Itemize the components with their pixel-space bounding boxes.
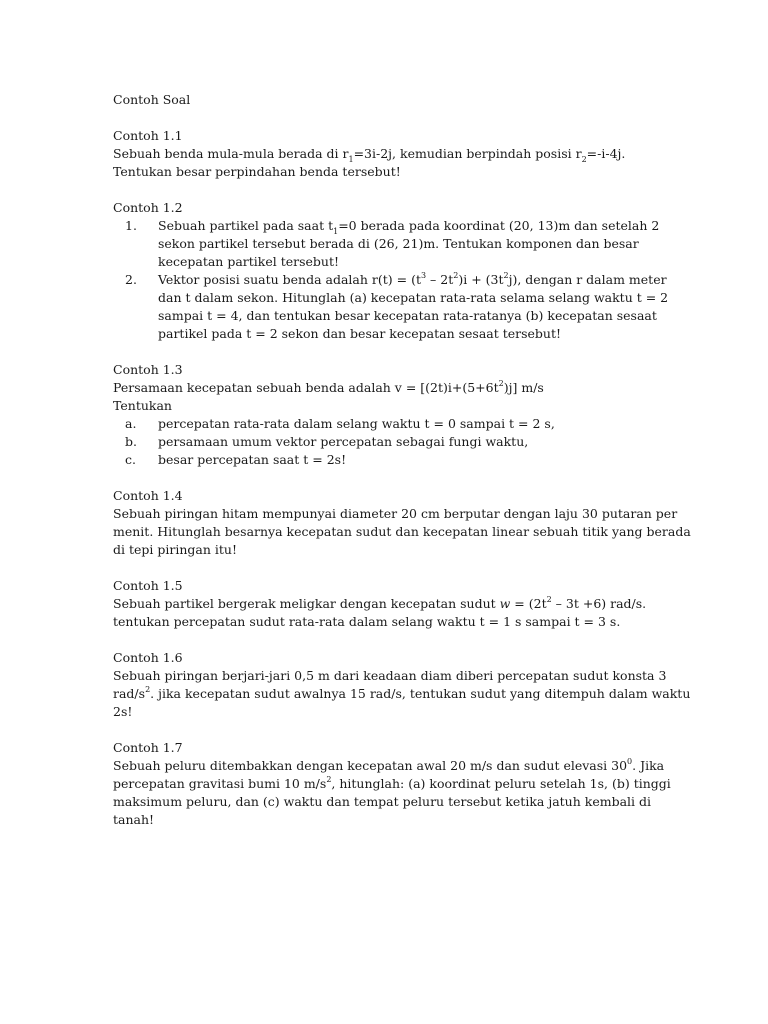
list-item-line: Vektor posisi suatu benda adalah $r(t) = (t^3 - 2t^2)i + (3t^2j)$, dengan r dalam meter <box>158 270 667 287</box>
example-text-line: Persamaan kecepatan sebuah benda adalah $v = [(2t)i+(5+6t^2)j]$ m/s <box>113 378 544 395</box>
example-text-line: Tentukan besar perpindahan benda tersebut! <box>113 164 401 179</box>
example-heading: Contoh 1.3 <box>113 362 183 377</box>
example-1-5 <box>113 577 673 631</box>
list-item-line: persamaan umum vektor percepatan sebagai fungi waktu, <box>158 434 529 449</box>
list-item <box>113 415 673 433</box>
example-text-line: menit. Hitunglah besarnya kecepatan sudut dan kecepatan linear sebuah titik yang berada <box>113 524 691 539</box>
numbered-list <box>113 217 673 343</box>
list-item <box>113 271 673 343</box>
list-marker: 1. <box>125 218 137 233</box>
list-marker: 2. <box>125 272 137 287</box>
example-text-line: rad/$s^2$. jika kecepatan sudut awalnya 15 rad/s, tentukan sudut yang ditempuh dalam waktu <box>113 684 691 701</box>
list-item-line: sekon partikel tersebut berada di (26, 21)m. Tentukan komponen dan besar <box>158 236 639 251</box>
example-1-6 <box>113 649 691 721</box>
example-heading: Contoh 1.5 <box>113 578 183 593</box>
example-1-4 <box>113 487 691 559</box>
example-text-line: Tentukan <box>113 398 172 413</box>
list-item-line: percepatan rata-rata dalam selang waktu t = 0 sampai t = 2 s, <box>158 416 555 431</box>
example-text-line: percepatan gravitasi bumi 10 $m/s^2$, hitunglah: (a) koordinat peluru setelah 1s, (b) tinggi <box>113 774 671 791</box>
list-marker: c. <box>125 452 136 467</box>
example-1-7 <box>113 739 673 829</box>
example-text-line: Sebuah benda mula-mula berada di $r_1=3i-2j$, kemudian berpindah posisi $r_2=-i-4j$. <box>113 146 626 164</box>
list-item-line: sampai t = 4, dan tentukan besar kecepatan rata-ratanya (b) kecepatan sesaat <box>158 308 657 323</box>
example-heading: Contoh 1.1 <box>113 128 183 143</box>
list-marker: a. <box>125 416 137 431</box>
example-text-line: Sebuah piringan hitam mempunyai diameter 20 cm berputar dengan laju 30 putaran per <box>113 506 678 521</box>
list-item <box>113 217 673 271</box>
lettered-list <box>113 415 673 469</box>
document-body <box>113 91 691 847</box>
example-heading: Contoh 1.4 <box>113 488 183 503</box>
page-title: Contoh Soal <box>113 92 191 107</box>
list-item <box>113 433 673 451</box>
example-text-line: Sebuah peluru ditembakkan dengan kecepatan awal 20 m/s dan sudut elevasi $30^0$. Jika <box>113 756 665 773</box>
example-1-2 <box>113 199 673 343</box>
example-1-1 <box>113 127 673 181</box>
list-item <box>113 451 673 469</box>
list-item-line: Sebuah partikel pada saat $t_1=0$ berada pada koordinat (20, 13)m dan setelah 2 <box>158 218 660 236</box>
list-marker: b. <box>125 434 137 449</box>
list-item-line: dan t dalam sekon. Hitunglah (a) kecepatan rata-rata selama selang waktu t = 2 <box>158 290 669 305</box>
example-text-line: 2s! <box>113 704 133 719</box>
example-text-line: tentukan percepatan sudut rata-rata dalam selang waktu t = 1 s sampai t = 3 s. <box>113 614 621 629</box>
example-1-3 <box>113 361 673 469</box>
example-text-line: maksimum peluru, dan (c) waktu dan tempat peluru tersebut ketika jatuh kembali di <box>113 794 651 809</box>
list-item-line: besar percepatan saat t = 2s! <box>158 452 347 467</box>
example-text-line: Sebuah partikel bergerak meligkar dengan kecepatan sudut $w = (2t^2 - 3t +6)$ rad/s. <box>113 594 647 611</box>
list-item-line: kecepatan partikel tersebut! <box>158 254 340 269</box>
list-item-line: partikel pada t = 2 sekon dan besar kecepatan sesaat tersebut! <box>158 326 562 341</box>
example-text-line: Sebuah piringan berjari-jari 0,5 m dari keadaan diam diberi percepatan sudut konsta 3 <box>113 668 667 683</box>
example-heading: Contoh 1.7 <box>113 740 183 755</box>
example-text-line: tanah! <box>113 812 155 827</box>
example-heading: Contoh 1.2 <box>113 200 183 215</box>
example-heading: Contoh 1.6 <box>113 650 183 665</box>
example-text-line: di tepi piringan itu! <box>113 542 237 557</box>
